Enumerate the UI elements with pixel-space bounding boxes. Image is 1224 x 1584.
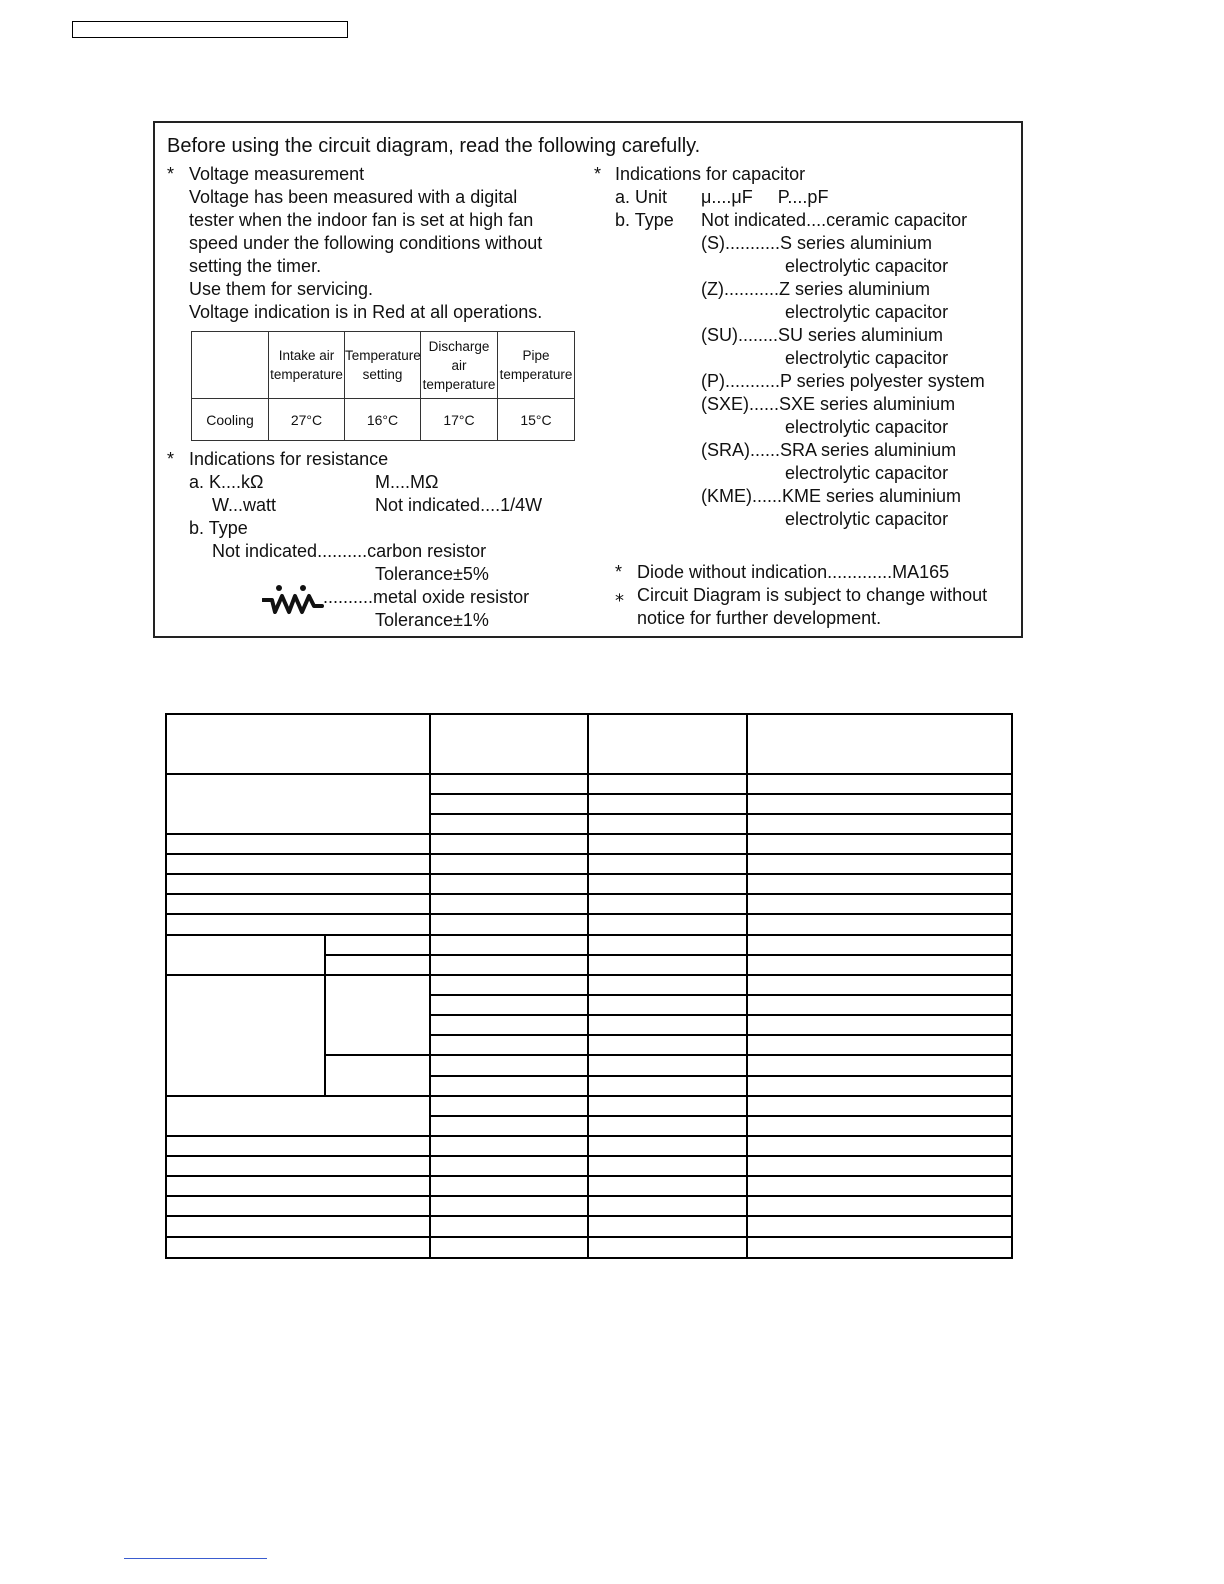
capacitor-unit-values: μ....μF P....pF: [701, 187, 829, 207]
header-temperature-setting: Temperature setting: [345, 332, 421, 399]
footer-link-underline: [124, 1558, 267, 1559]
blank-grid-table: [165, 713, 1013, 1259]
metal-oxide-resistor-icon: [262, 582, 324, 620]
capacitor-continuation: electrolytic capacitor: [785, 509, 949, 529]
header-label-box: [72, 21, 348, 38]
capacitor-p-series: (P)...........P series polyester system: [701, 371, 985, 391]
resistance-metal-tolerance: Tolerance±1%: [375, 610, 489, 630]
resistance-title: Indications for resistance: [189, 449, 389, 469]
resistance-unit-k: a. K....kΩ: [189, 472, 264, 492]
capacitor-z-series: (Z)...........Z series aluminium: [701, 279, 931, 299]
capacitor-s-series: (S)...........S series aluminium: [701, 233, 933, 253]
row-label-cooling: Cooling: [192, 399, 269, 441]
change-note-line2: notice for further development.: [637, 608, 882, 628]
header-pipe-temperature: Pipe temperature: [498, 332, 575, 399]
blank-grid-lines: [165, 713, 1013, 1259]
bullet: *: [167, 164, 175, 184]
change-mark: ⁎: [615, 585, 624, 605]
capacitor-type-default: Not indicated....ceramic capacitor: [701, 210, 968, 230]
test-conditions-table: [191, 331, 575, 441]
voltage-line: Voltage indication is in Red at all operations.: [189, 302, 543, 322]
value-discharge-air: 17°C: [421, 399, 498, 441]
capacitor-sxe-series: (SXE)......SXE series aluminium: [701, 394, 956, 414]
bullet: *: [594, 164, 602, 184]
voltage-line: tester when the indoor fan is set at high fan: [189, 210, 534, 230]
voltage-title: Voltage measurement: [189, 164, 365, 184]
capacitor-sra-series: (SRA)......SRA series aluminium: [701, 440, 957, 460]
capacitor-unit-label: a. Unit: [615, 187, 668, 207]
resistance-unit-default: Not indicated....1/4W: [375, 495, 543, 515]
voltage-line: setting the timer.: [189, 256, 322, 276]
notes-heading: Before using the circuit diagram, read the following carefully.: [167, 135, 701, 157]
capacitor-continuation: electrolytic capacitor: [785, 348, 949, 368]
capacitor-continuation: electrolytic capacitor: [785, 256, 949, 276]
change-note-line1: Circuit Diagram is subject to change without: [637, 585, 988, 605]
resistance-carbon-tolerance: Tolerance±5%: [375, 564, 489, 584]
value-pipe-temperature: 15°C: [498, 399, 575, 441]
resistance-carbon: Not indicated..........carbon resistor: [212, 541, 487, 561]
resistance-unit-w: W...watt: [212, 495, 277, 515]
bullet: *: [167, 449, 175, 469]
diode-note: Diode without indication.............MA165: [637, 562, 950, 582]
capacitor-continuation: electrolytic capacitor: [785, 417, 949, 437]
capacitor-continuation: electrolytic capacitor: [785, 302, 949, 322]
value-temperature-setting: 16°C: [345, 399, 421, 441]
header-intake-air: Intake air temperature: [269, 332, 345, 399]
voltage-line: Use them for servicing.: [189, 279, 374, 299]
resistance-unit-m: M....MΩ: [375, 472, 439, 492]
header-discharge-air: Discharge air temperature: [421, 332, 498, 399]
resistance-metal-oxide: ..........metal oxide resistor: [323, 587, 530, 607]
capacitor-title: Indications for capacitor: [615, 164, 806, 184]
capacitor-su-series: (SU)........SU series aluminium: [701, 325, 944, 345]
table-corner-cell: [192, 332, 269, 399]
value-intake-air: 27°C: [269, 399, 345, 441]
capacitor-type-label: b. Type: [615, 210, 674, 230]
capacitor-continuation: electrolytic capacitor: [785, 463, 949, 483]
capacitor-kme-series: (KME)......KME series aluminium: [701, 486, 962, 506]
bullet: *: [615, 562, 623, 582]
voltage-line: Voltage has been measured with a digital: [189, 187, 518, 207]
resistance-type-label: b. Type: [189, 518, 248, 538]
voltage-line: speed under the following conditions without: [189, 233, 543, 253]
